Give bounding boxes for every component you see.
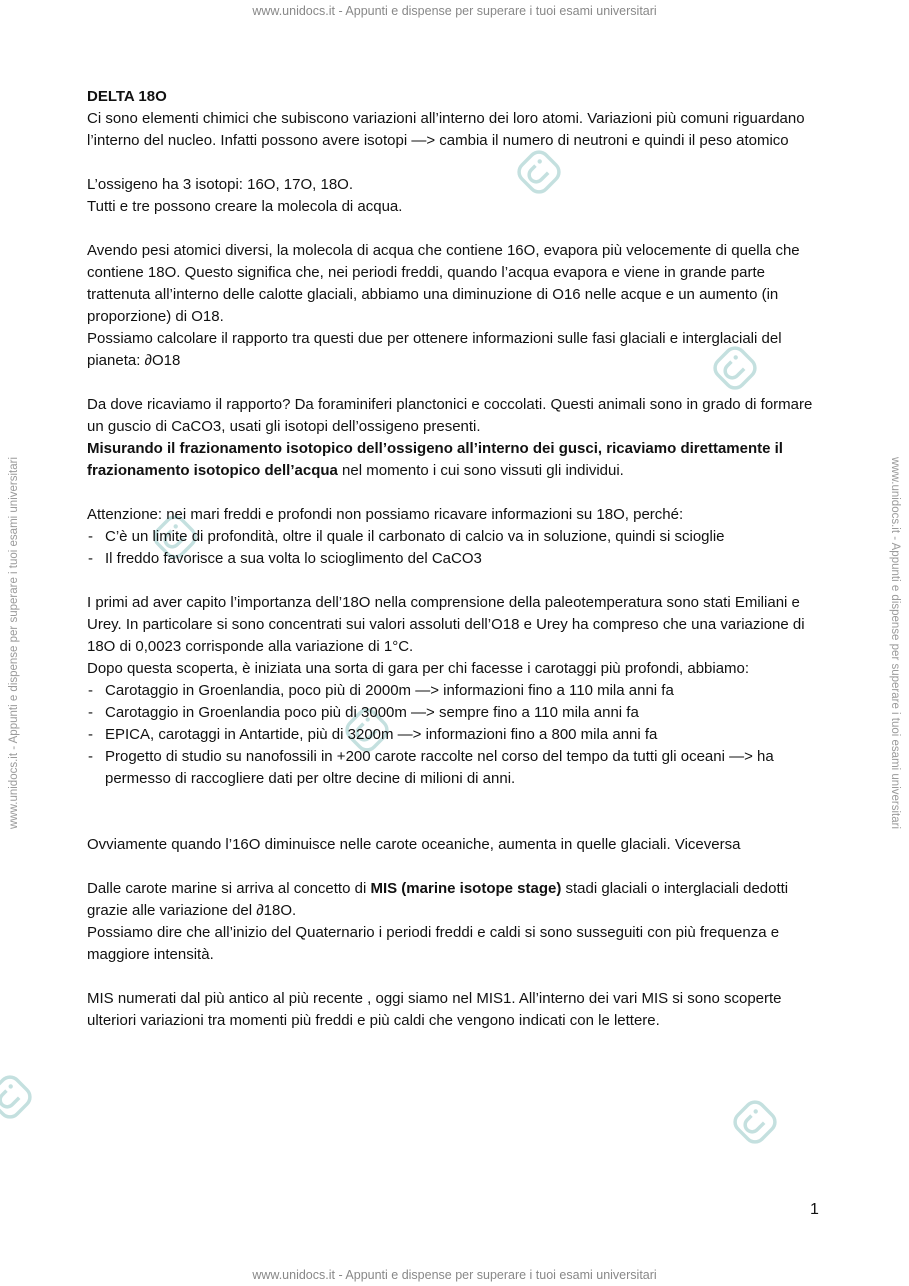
list-item: - Il freddo favorisce a sua volta lo scioglimento del CaCO3 <box>87 548 827 570</box>
list-item: - Carotaggio in Groenlandia, poco più di 2000m —> informazioni fino a 110 mila anni fa <box>87 680 827 702</box>
unidocs-logo-icon <box>0 1075 32 1119</box>
paragraph-drilling-race: Dopo questa scoperta, è iniziata una sorta di gara per chi facesse i carotaggi più profondi, abbiamo: <box>87 660 750 677</box>
paragraph-mis <box>87 878 827 922</box>
document-body <box>87 86 827 1032</box>
list-item: - Progetto di studio su nanofossili in +200 carote raccolte nel corso del tempo da tutti gli oceani —> ha permesso di raccogliere dati per oltre decine di milioni di anni. <box>87 746 827 790</box>
paragraph-isotopes-intro: Ci sono elementi chimici che subiscono variazioni all’interno dei loro atomi. Variazioni più comuni riguardano l’interno del nucleo. Infatti possono avere isotopi —> cambia il numero di neutroni e quindi il peso atomico <box>87 110 805 149</box>
paragraph-emiliani-urey: I primi ad aver capito l’importanza dell’18O nella comprensione della paleotemperatura sono stati Emiliani e Urey. In particolare si sono concentrati sui valori assoluti dell’O18 e Urey ha compreso che una variazione di 18O di 0,0023 corrisponde alla variazione di 1°C. <box>87 594 805 655</box>
warning-list <box>87 526 827 570</box>
fractionation-bold-text: Misurando il frazionamento isotopico dell’ossigeno all’interno dei gusci, ricaviamo direttamente il frazionamento isotopico dell’acqua <box>87 440 783 479</box>
fractionation-rest-text: nel momento i cui sono vissuti gli individui. <box>337 462 624 479</box>
paragraph-ocean-glacial: Ovviamente quando l’16O diminuisce nelle carote oceaniche, aumenta in quelle glaciali. Viceversa <box>87 836 741 853</box>
page-number: 1 <box>810 1201 819 1218</box>
watermark-side-right: www.unidocs.it - Appunti e dispense per superare i tuoi esami universitari <box>889 456 901 830</box>
paragraph-foraminifera: Da dove ricaviamo il rapporto? Da foraminiferi planctonici e coccolati. Questi animali sono in grado di formare un guscio di CaCO3, usati gli isotopi dell’ossigeno presenti. <box>87 396 813 435</box>
paragraph-fractionation <box>87 438 827 482</box>
mis-text-end: stadi glaciali o interglaciali dedotti grazie alle variazione del ∂18O. <box>87 880 789 919</box>
document-title: DELTA 18O <box>87 88 167 105</box>
watermark-header: www.unidocs.it - Appunti e dispense per superare i tuoi esami universitari <box>252 4 657 18</box>
paragraph-water-molecule: Tutti e tre possono creare la molecola di acqua. <box>87 198 403 215</box>
paragraph-oxygen-isotopes: L’ossigeno ha 3 isotopi: 16O, 17O, 18O. <box>87 176 354 193</box>
watermark-footer: www.unidocs.it - Appunti e dispense per superare i tuoi esami universitari <box>252 1268 657 1282</box>
watermark-side-left: www.unidocs.it - Appunti e dispense per superare i tuoi esami universitari <box>8 456 20 830</box>
list-item: - C’è un limite di profondità, oltre il quale il carbonato di calcio va in soluzione, quindi si scioglie <box>87 526 827 548</box>
mis-bold-term: MIS (marine isotope stage) <box>370 880 562 897</box>
mis-text-start: Dalle carote marine si arriva al concetto di <box>87 880 371 897</box>
list-item: - Carotaggio in Groenlandia poco più di 3000m —> sempre fino a 110 mila anni fa <box>87 702 827 724</box>
unidocs-logo-icon <box>733 1100 777 1144</box>
list-item: - EPICA, carotaggi in Antartide, più di 3200m —> informazioni fino a 800 mila anni fa <box>87 724 827 746</box>
paragraph-warning: Attenzione: nei mari freddi e profondi non possiamo ricavare informazioni su 18O, perché: <box>87 506 684 523</box>
drilling-list <box>87 680 827 790</box>
paragraph-evaporation: Avendo pesi atomici diversi, la molecola di acqua che contiene 16O, evapora più velocemente di quella che contiene 18O. Questo significa che, nei periodi freddi, quando l’acqua evapora e viene in grande parte trattenuta all’interno delle calotte glaciali, abbiamo una diminuzione di O16 nelle acque e un aumento (in proporzione) di O18. <box>87 242 800 325</box>
paragraph-ratio: Possiamo calcolare il rapporto tra questi due per ottenere informazioni sulle fasi glaciali e interglaciali del pianeta: ∂O18 <box>87 330 782 369</box>
paragraph-mis-numbering: MIS numerati dal più antico al più recente , oggi siamo nel MIS1. All’interno dei vari MIS si sono scoperte ulteriori variazioni tra momenti più freddi e più caldi che vengono indicati con le lettere. <box>87 990 782 1029</box>
paragraph-quaternary: Possiamo dire che all’inizio del Quaternario i periodi freddi e caldi si sono susseguiti con più frequenza e maggiore intensità. <box>87 924 780 963</box>
